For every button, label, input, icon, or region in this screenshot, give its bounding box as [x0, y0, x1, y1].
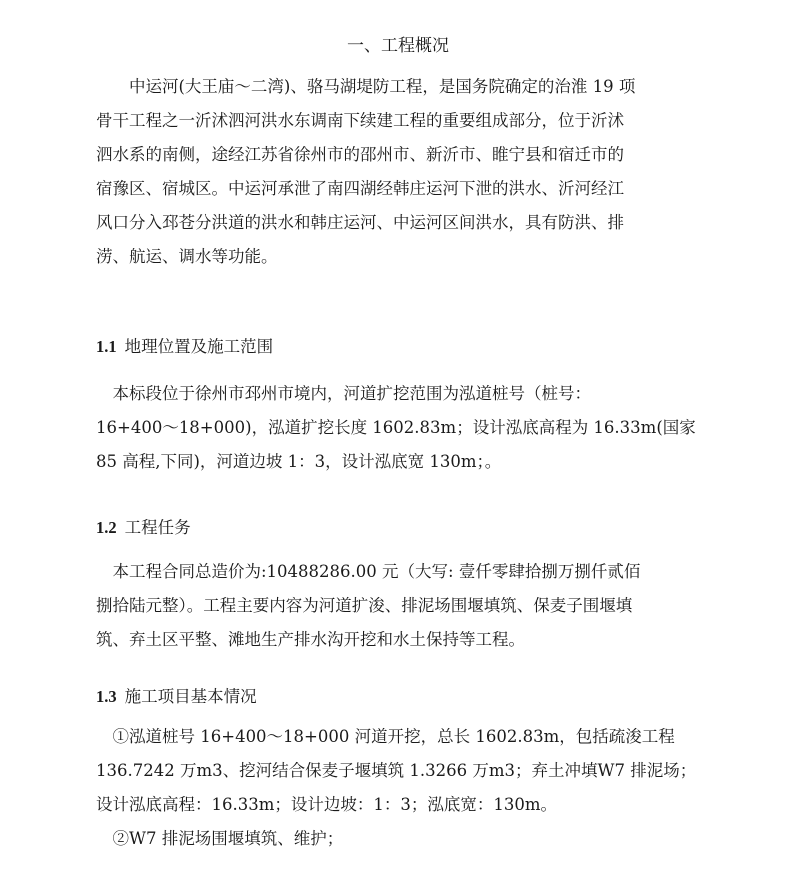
intro-paragraph: [96, 70, 706, 274]
text-line: 本标段位于徐州市邳州市境内，河道扩挖范围为泓道桩号（桩号：: [96, 384, 591, 403]
text-line: 136.7242 万m3、挖河结合保麦子堰填筑 1.3266 万m3；弃土冲填W7 排泥场；: [96, 761, 697, 780]
text-line: 本工程合同总造价为:10488286.00 元（大写: 壹仟零肆拾捌万捌仟贰佰: [96, 562, 641, 581]
section-number: 1.3: [96, 687, 117, 706]
page-title: 一、工程概况: [347, 36, 449, 56]
text-line: 16+400～18+000)，泓道扩挖长度 1602.83m；设计泓底高程为 16.33m(国家: [96, 418, 696, 437]
text-line: 骨干工程之一沂沭泗河洪水东调南下续建工程的重要组成部分，位于沂沭: [96, 111, 624, 130]
text-line: 宿豫区、宿城区。中运河承泄了南四湖经韩庄运河下泄的洪水、沂河经江: [96, 179, 624, 198]
text-line: ②W7 排泥场围堰填筑、维护；: [96, 829, 344, 848]
text-line: 85 高程,下同)，河道边坡 1：3，设计泓底宽 130m；。: [96, 452, 502, 471]
text-line: 风口分入邳苍分洪道的洪水和韩庄运河、中运河区间洪水，具有防洪、排: [96, 213, 624, 232]
section-number: 1.2: [96, 518, 117, 537]
section-title: 地理位置及施工范围: [124, 337, 274, 356]
text-line: 涝、航运、调水等功能。: [96, 247, 278, 266]
section-number: 1.1: [96, 337, 117, 356]
text-line: 捌拾陆元整）。工程主要内容为河道扩浚、排泥场围堰填筑、保麦子围堰填: [96, 596, 633, 615]
section-heading-1-2: [96, 514, 191, 542]
section-title: 施工项目基本情况: [124, 687, 257, 706]
text-line: 设计泓底高程：16.33m；设计边坡：1：3；泓底宽：130m。: [96, 795, 558, 814]
section-paragraph-1-2: [96, 555, 706, 657]
section-heading-1-3: [96, 683, 257, 711]
text-line: 中运河(大王庙～二湾)、骆马湖堤防工程，是国务院确定的治淮 19 项: [96, 77, 636, 96]
section-paragraph-1-3: [96, 720, 706, 856]
section-paragraph-1-1: [96, 377, 706, 479]
text-line: 泗水系的南侧，途经江苏省徐州市的邵州市、新沂市、睢宁县和宿迁市的: [96, 145, 624, 164]
section-title: 工程任务: [124, 518, 191, 537]
text-line: 筑、弃土区平整、滩地生产排水沟开挖和水土保持等工程。: [96, 630, 525, 649]
text-line: ①泓道桩号 16+400～18+000 河道开挖，总长 1602.83m，包括疏浚工程: [96, 727, 675, 746]
section-heading-1-1: [96, 333, 273, 361]
